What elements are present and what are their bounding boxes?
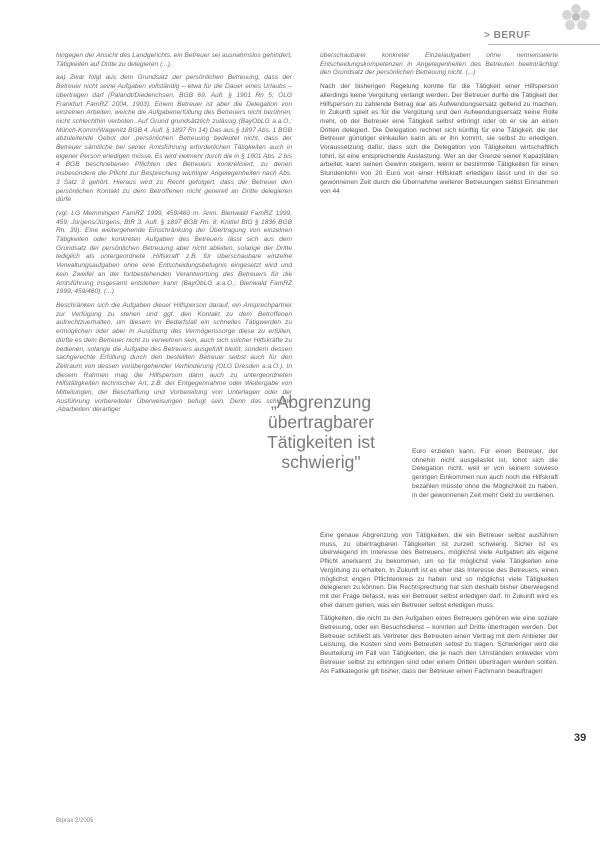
pullquote-box [246, 392, 396, 472]
page-number: 39 [574, 732, 587, 744]
section-label: > BERUF [484, 30, 531, 41]
decorative-flower-icon [560, 3, 592, 31]
paragraph: Beschränken sich die Aufgaben dieser Hilfsperson darauf, ein Ansprechpartner zur Verfügung zu stehen und ggf. den Kontakt zu dem Betroffenen aufrechtzuerhalten, um diesem im Bedarfsfall ein schnelles Tätigwerden zu ermöglichen oder aber in Ausübung des Vermögenssorge diese zu erfüllen, dürfte es dem Betreuer nicht zu verwehren sein, auch sich solcher Hilfskräfte zu bedienen, solange die Aufgabe des Betreuers ausgefüllt bleibt, sondern dessen sachgerechte Erfüllung durch den bestellten Betreuer selbst auch für den Zeitraum von dessen vorübergehender Verhinderung (OLG Dresden a.a.O.). In diesem Rahmen mag die Hilfsperson dann auch zu untergeordneten Hilfstätigkeiten technischer Art, z.B. der Entgegennahme oder Weitergabe von Mitteilungen, der Beschaffung und Vorbereitung von Unterlagen oder der Ausführung vorbereiteter Überweisungen befugt sein. Denn das schlichte ‚Abarbeiten' derartiger [56, 301, 292, 414]
paragraph: überschaubarer konkreter Einzelaufgaben ohne nennenswerte Entscheidungskompetenzen in Angelegenheiten des Betreuten beeinträchtigt den Grundsatz der persönlichen Betreuung nicht. (...) [320, 52, 558, 77]
left-column [56, 52, 292, 420]
paragraph: hingegen der Ansicht des Landgerichts, ein Betreuer sei ausnahmslos gehindert, Tätigkeiten auf Dritte zu delegieren (...). [56, 52, 292, 68]
footer-issue: Btprax 2/2005 [56, 818, 94, 824]
right-column-top [320, 52, 558, 201]
paragraph: Eine genaue Abgrenzung von Tätigkeiten, die ein Betreuer selbst ausführen muss, zu übertragbaren Tätigkeiten ist zurzeit schwierig. Sicher ist es überwiegend im Interesse des Betreuers, möglichst viele Aufgaben als eigene Pflicht anerkannt zu bekommen, um so für möglichst viele Tätigkeiten eine Vergütung zu erhalten. In Zukunft ist es eher das Interesse des Betreuers, einen möglichst engen Pflichtenkreis zu haben und so möglichst viele Tätigkeiten delegieren zu können. Die Rechtsprechung hat sich deshalb bisher überwiegend mit der Frage befasst, was ein Betreuer selbst erledigen darf. In Zukunft wird es eher darum gehen, was ein Betreuer selbst erledigen muss. [320, 532, 558, 609]
float-text: Euro erzielen kann. Für einen Betreuer, der ohnehin nicht ausgelastet ist, lohnt sich die Delegation nicht, weil er von seinem sowieso geringen Einkommen nun auch noch die Hilfskraft bezahlen müsste ohne die Möglichkeit zu haben, in der gewonnenen Zeit mehr Geld zu verdienen. [412, 448, 558, 499]
paragraph: Tätigkeiten, die nicht zu den Aufgaben eines Betreuers gehören wie eine soziale Betreuung, oder ein Besuchsdienst – konnten auf Dritte übertragen werden. Der Betreuer schließt als Vertreter des Betreuten einen Vertrag mit dem Anbieter der Leistung, die Kosten sind vom Betreuten selbst zu tragen. Schwieriger wird die Beurteilung im Fall von Tätigkeiten, die je nach den Umständen entweder vom Betreuer selbst zu erbringen sind oder einem Dritten übertragen werden sollten. Als Fallkategorie gilt bisher, dass der Betreuer einen Fachmann beauftragen [320, 615, 558, 675]
paragraph: (vgl. LG Memmingen FamRZ 1999, 459/460 m. Anm. Bienwald FamRZ 1999, 459; Jürgens/Jürgens, BtR 3. Aufl. § 1897 BGB Rn. 8; Knittel BtG § 1836 BGB Rn. 39). Eine weitergehende Einschränkung der Übertragung von einzelnen Tätigkeiten oder konkreten Aufgaben des Betreuers lässt sich aus dem Grundsatz der persönlichen Betreuung aber nicht ableiten, solange der Dritte lediglich als untergeordnete ‚Hilfskraft' z.B. für überschaubare einzelne Verwaltungsaufgaben ohne eine Entscheidungsbefugnis eingesetzt wird und kein Zweifel an der fortbestehenden Verantwortung des Betreuers für die Amtsführung insgesamt entstehen kann (BayObLG a.a.O.; Bienwald FamRZ 1999, 459/460). (...) [56, 209, 292, 296]
pullquote: „Abgrenzung übertragbarer Tätigkeiten ist schwierig" [267, 392, 375, 472]
right-column-bottom [320, 532, 558, 681]
paragraph: aa) Zwar folgt aus dem Grundsatz der persönlichen Betreuung, dass der Betreuer nicht seine Aufgaben vollständig – etwa für die Dauer eines Urlaubs – übertragen darf (Palandt/Diederichsen, BGB 69. Aufl. § 1901 Rn 5; OLG Frankfurt FamRZ 2004, 1903). Einem Betreuer ist aber die Delegation von einzelnen Arbeiten, welche die Aufgabenerfüllung des Betreuers nicht berühren, nicht schlechthin verboten. Auf Grund grundsätzlich zulässig (BayObLG a.a.O.; Münch-Komm/Wagenitz BGB 4. Aufl. § 1897 Rn 14) Das aus § 1897 Abs. 1 BGB abzuleitende Gebot der ‚persönlichen' Betreuung bedeutet nicht, dass der Betreuer sämtliche bei seiner Amtsführung erforderlichen Tätigkeiten auch in eigener Person erledigen müsse. Es wird vielmehr durch die in § 1901 Abs. 2 bis 4 BGB beschriebenen Pflichten des Betreuers konkretisiert, zu denen insbesondere die Pflicht zur Besprechung wichtiger Angelegenheiten nach Abs. 3 Satz 3 gehört. Hieraus wird zu Recht gefolgert, dass der Betreuer den persönlichen Kontakt zu dem Betroffenen nicht generell an Dritte delegieren dürfe [56, 74, 292, 204]
header-rule [488, 44, 600, 45]
paragraph: Nach der bisherigen Regelung konnte für die Tätigkeit einer Hilfsperson allerdings keine Vergütung verlangt werden. Der Betreuer durfte die Tätigkeit der Hilfsperson zu zahlende Betrag war als Aufwendungsersatz geltend zu machen. In Zukunft spielt es für die Vergütung und den Aufwendungsersatz keine Rolle mehr, ob der Betreuer eine Tätigkeit selbst erbringt oder ob er sie an einen Dritten delegiert. Die Delegation rechnet sich künftig für eine Tätigkeit, die der Betreuer günstiger einkaufen kann als er ihn kommt, sie selbst zu erledigen. Voraussetzung dafür, dass sich die Delegation von Tätigkeiten wirtschaftlich lohnt, ist eine entsprechende Auslastung. Wer an der Grenze seiner Kapazitäten arbeitet, kann seinen Gewinn steigern, wenn er bestimmte Tätigkeiten für einen Stundenlohn von 20 Euro von einer Hilfskraft erledigen lässt und in der so gewonnenen Zeit durch die Übernahme weiterer Betreuungen selbst Einnahmen von 44 [320, 83, 558, 195]
